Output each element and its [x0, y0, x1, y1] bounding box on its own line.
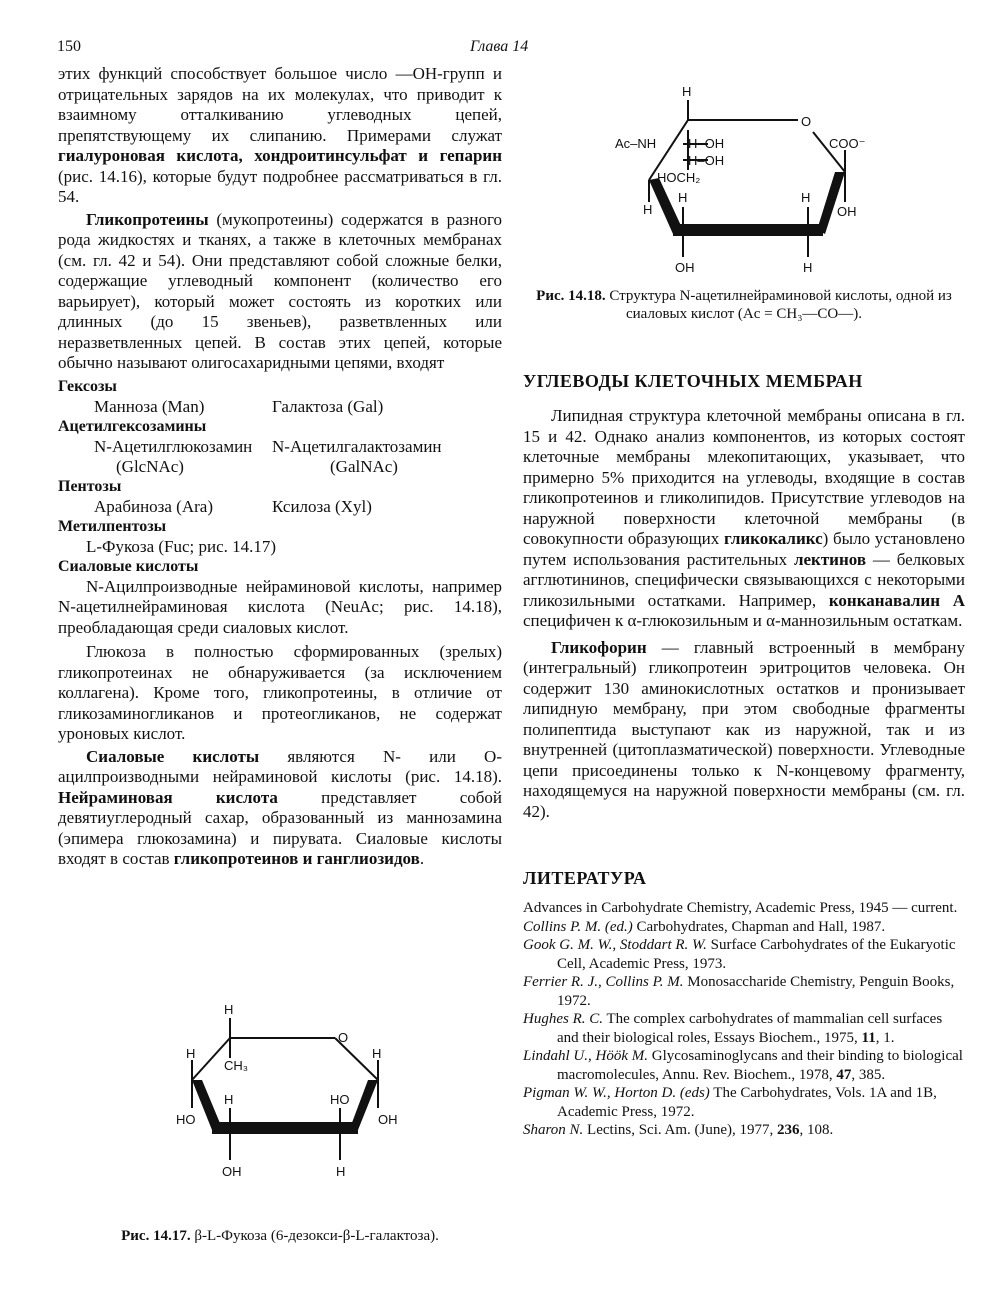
- svg-text:OH: OH: [837, 204, 857, 219]
- reference-item: Gook G. M. W., Stoddart R. W. Surface Carbohydrates of the Eukaryotic Cell, Academic Press, 1973.: [523, 937, 956, 972]
- chapter-title: Глава 14: [470, 38, 529, 55]
- reference-list: [523, 899, 965, 1140]
- svg-text:OH: OH: [675, 260, 695, 275]
- svg-text:Ac–NH: Ac–NH: [615, 136, 657, 151]
- svg-text:H: H: [803, 260, 813, 275]
- svg-text:OH: OH: [222, 1164, 242, 1179]
- svg-text:O: O: [338, 1030, 349, 1045]
- class-heading: Ацетилгексозамины: [58, 417, 207, 435]
- fucose-structure: [150, 1000, 450, 1185]
- svg-text:H: H: [372, 1046, 382, 1061]
- svg-text:H–OH: H–OH: [688, 136, 725, 151]
- svg-text:OH: OH: [378, 1112, 398, 1127]
- paragraph-glycoproteins: Гликопротеины (мукопротеины) содержатся в разного рода жидкостях и тканях, а также в клеточных мембранах (см. гл. 42 и 54). Они представляют собой сложные белки, содержащие углеводный компонент (количество его варьирует), который может состоять из коротких или длинных (до 15 звеньев), разветвленных или неразветвленных цепей. В состав этих цепей, которые обычно называют олигосахаридными цепями, входят: [58, 209, 502, 372]
- reference-item: Lindahl U., Höök M. Glycosaminoglycans and their binding to biological macromolecules, Annu. Rev. Biochem., 1978, 47, 385.: [523, 1048, 963, 1083]
- list-item: Манноза (Man) Галактоза (Gal): [94, 396, 384, 416]
- figure-14-17: [150, 1000, 450, 1185]
- svg-text:HO: HO: [176, 1112, 196, 1127]
- reference-item: Advances in Carbohydrate Chemistry, Academic Press, 1945 — current.: [523, 900, 958, 916]
- figure-14-17-caption: Рис. 14.17. β-L-Фукоза (6-дезокси-β-L-галактоза).: [121, 1228, 439, 1244]
- svg-text:H–OH: H–OH: [688, 153, 725, 168]
- reference-item: Collins P. M. (ed.) Carbohydrates, Chapman and Hall, 1987.: [523, 918, 886, 935]
- sugar-classes-list: [58, 377, 502, 639]
- paragraph-glycophorin: Гликофорин — главный встроенный в мембрану (интегральный) гликопротеин эритроцитов человека. Он содержит 130 аминокислотных остатков и пронизывает липидную мембрану, при этом свободные фрагменты полипептида выступают как из наружной, так и из внутренней (цитоплазматической) поверхности. Углеводные цепи присоединены только к N-концевому фрагменту, находящемуся на наружной поверхности мембраны (см. гл. 42).: [523, 637, 965, 821]
- list-item: L-Фукоза (Fuc; рис. 14.17): [86, 536, 277, 556]
- paragraph-glucose: Глюкоза в полностью сформированных (зрелых) гликопротеинах не обнаруживается (за исключением коллагена). Кроме того, гликопротеины, в отличие от гликозаминогликанов и протеогликанов, не содержат уроновых кислот.: [58, 642, 502, 743]
- class-heading: Гексозы: [58, 377, 117, 395]
- list-item: (GlcNAc) (GalNAc): [116, 456, 398, 476]
- class-heading: Сиаловые кислоты: [58, 557, 199, 575]
- svg-text:O: O: [801, 114, 812, 129]
- svg-text:H: H: [336, 1164, 346, 1179]
- svg-text:H: H: [678, 190, 688, 205]
- svg-text:H: H: [682, 84, 692, 99]
- svg-text:CH₃: CH₃: [224, 1058, 249, 1073]
- svg-text:H: H: [186, 1046, 196, 1061]
- reference-item: Hughes R. C. The complex carbohydrates of mammalian cell surfaces and their biological roles, Essays Biochem., 1975, 11, 1.: [523, 1011, 943, 1046]
- right-column: [523, 52, 965, 1140]
- reference-item: Sharon N. Lectins, Sci. Am. (June), 1977, 236, 108.: [523, 1122, 834, 1138]
- reference-item: Pigman W. W., Horton D. (eds) The Carbohydrates, Vols. 1A and 1B, Academic Press, 1972.: [523, 1085, 937, 1120]
- paragraph-sialic: Сиаловые кислоты являются N- или O-ацилпроизводными нейраминовой кислоты (рис. 14.18). Нейраминовая кислота представляет собой девятиуглеродный сахар, образованный из маннозамина (эпимера глюкозамина) и пирувата. Сиаловые кислоты входят в состав гликопротеинов и ганглиозидов.: [58, 746, 502, 868]
- left-column: [58, 64, 502, 870]
- paragraph-1: этих функций способствует большое число —ОН-групп и отрицательных зарядов на их молекулах, что приводит к взаимному отталкиванию углеводных цепей, препятствующему их слипанию. Примерами служат гиалуроновая кислота, хондроитинсульфат и гепарин (рис. 14.16), которые будут подробнее рассматриваться в гл. 54.: [58, 64, 502, 206]
- section-heading-membranes: УГЛЕВОДЫ КЛЕТОЧНЫХ МЕМБРАН: [523, 371, 863, 391]
- paragraph-membranes: Липидная структура клеточной мембраны описана в гл. 15 и 42. Однако анализ компонентов, из которых состоят клеточные мембраны млекопитающих, указывает, что примерно 5% приходится на углеводы, входящие в состав гликопротеинов и гликолипидов. Присутствие углеводов на наружной поверхности клеточной мембраны (в совокупности образующих гликокаликс) было установлено путем использования растительных лектинов — белковых агглютининов, специфически связывающихся с некоторыми гликозильными остатками. Например, конканавалин А специфичен к α-глюкозильным и α-маннозильным остаткам.: [523, 406, 966, 630]
- svg-text:H: H: [224, 1002, 234, 1017]
- reference-item: Ferrier R. J., Collins P. M. Monosaccharide Chemistry, Penguin Books, 1972.: [523, 974, 955, 1009]
- list-item: Арабиноза (Ara) Ксилоза (Xyl): [94, 496, 372, 516]
- list-item: N-Ацилпроизводные нейраминовой кислоты, например N-ацетилнейраминовая кислота (NeuAc; рис. 14.18), преобладающая среди сиаловых кислот.: [58, 576, 502, 637]
- section-heading-literature: ЛИТЕРАТУРА: [523, 868, 647, 888]
- page-number: 150: [57, 38, 81, 55]
- svg-text:HOCH₂: HOCH₂: [657, 170, 701, 185]
- class-heading: Метилпентозы: [58, 517, 167, 535]
- neuac-structure: [523, 52, 965, 284]
- list-item: N-Ацетилглюкозамин N-Ацетилгалактозамин: [94, 436, 442, 456]
- svg-text:COO⁻: COO⁻: [829, 136, 866, 151]
- svg-text:H: H: [801, 190, 811, 205]
- svg-text:H: H: [643, 202, 653, 217]
- figure-14-18-caption: Рис. 14.18. Структура N-ацетилнейраминовой кислоты, одной из сиаловых кислот (Ac = CH₃—CO—).: [536, 288, 952, 322]
- class-heading: Пентозы: [58, 477, 122, 495]
- svg-text:HO: HO: [330, 1092, 350, 1107]
- svg-text:H: H: [224, 1092, 234, 1107]
- figure-14-18: [523, 52, 965, 284]
